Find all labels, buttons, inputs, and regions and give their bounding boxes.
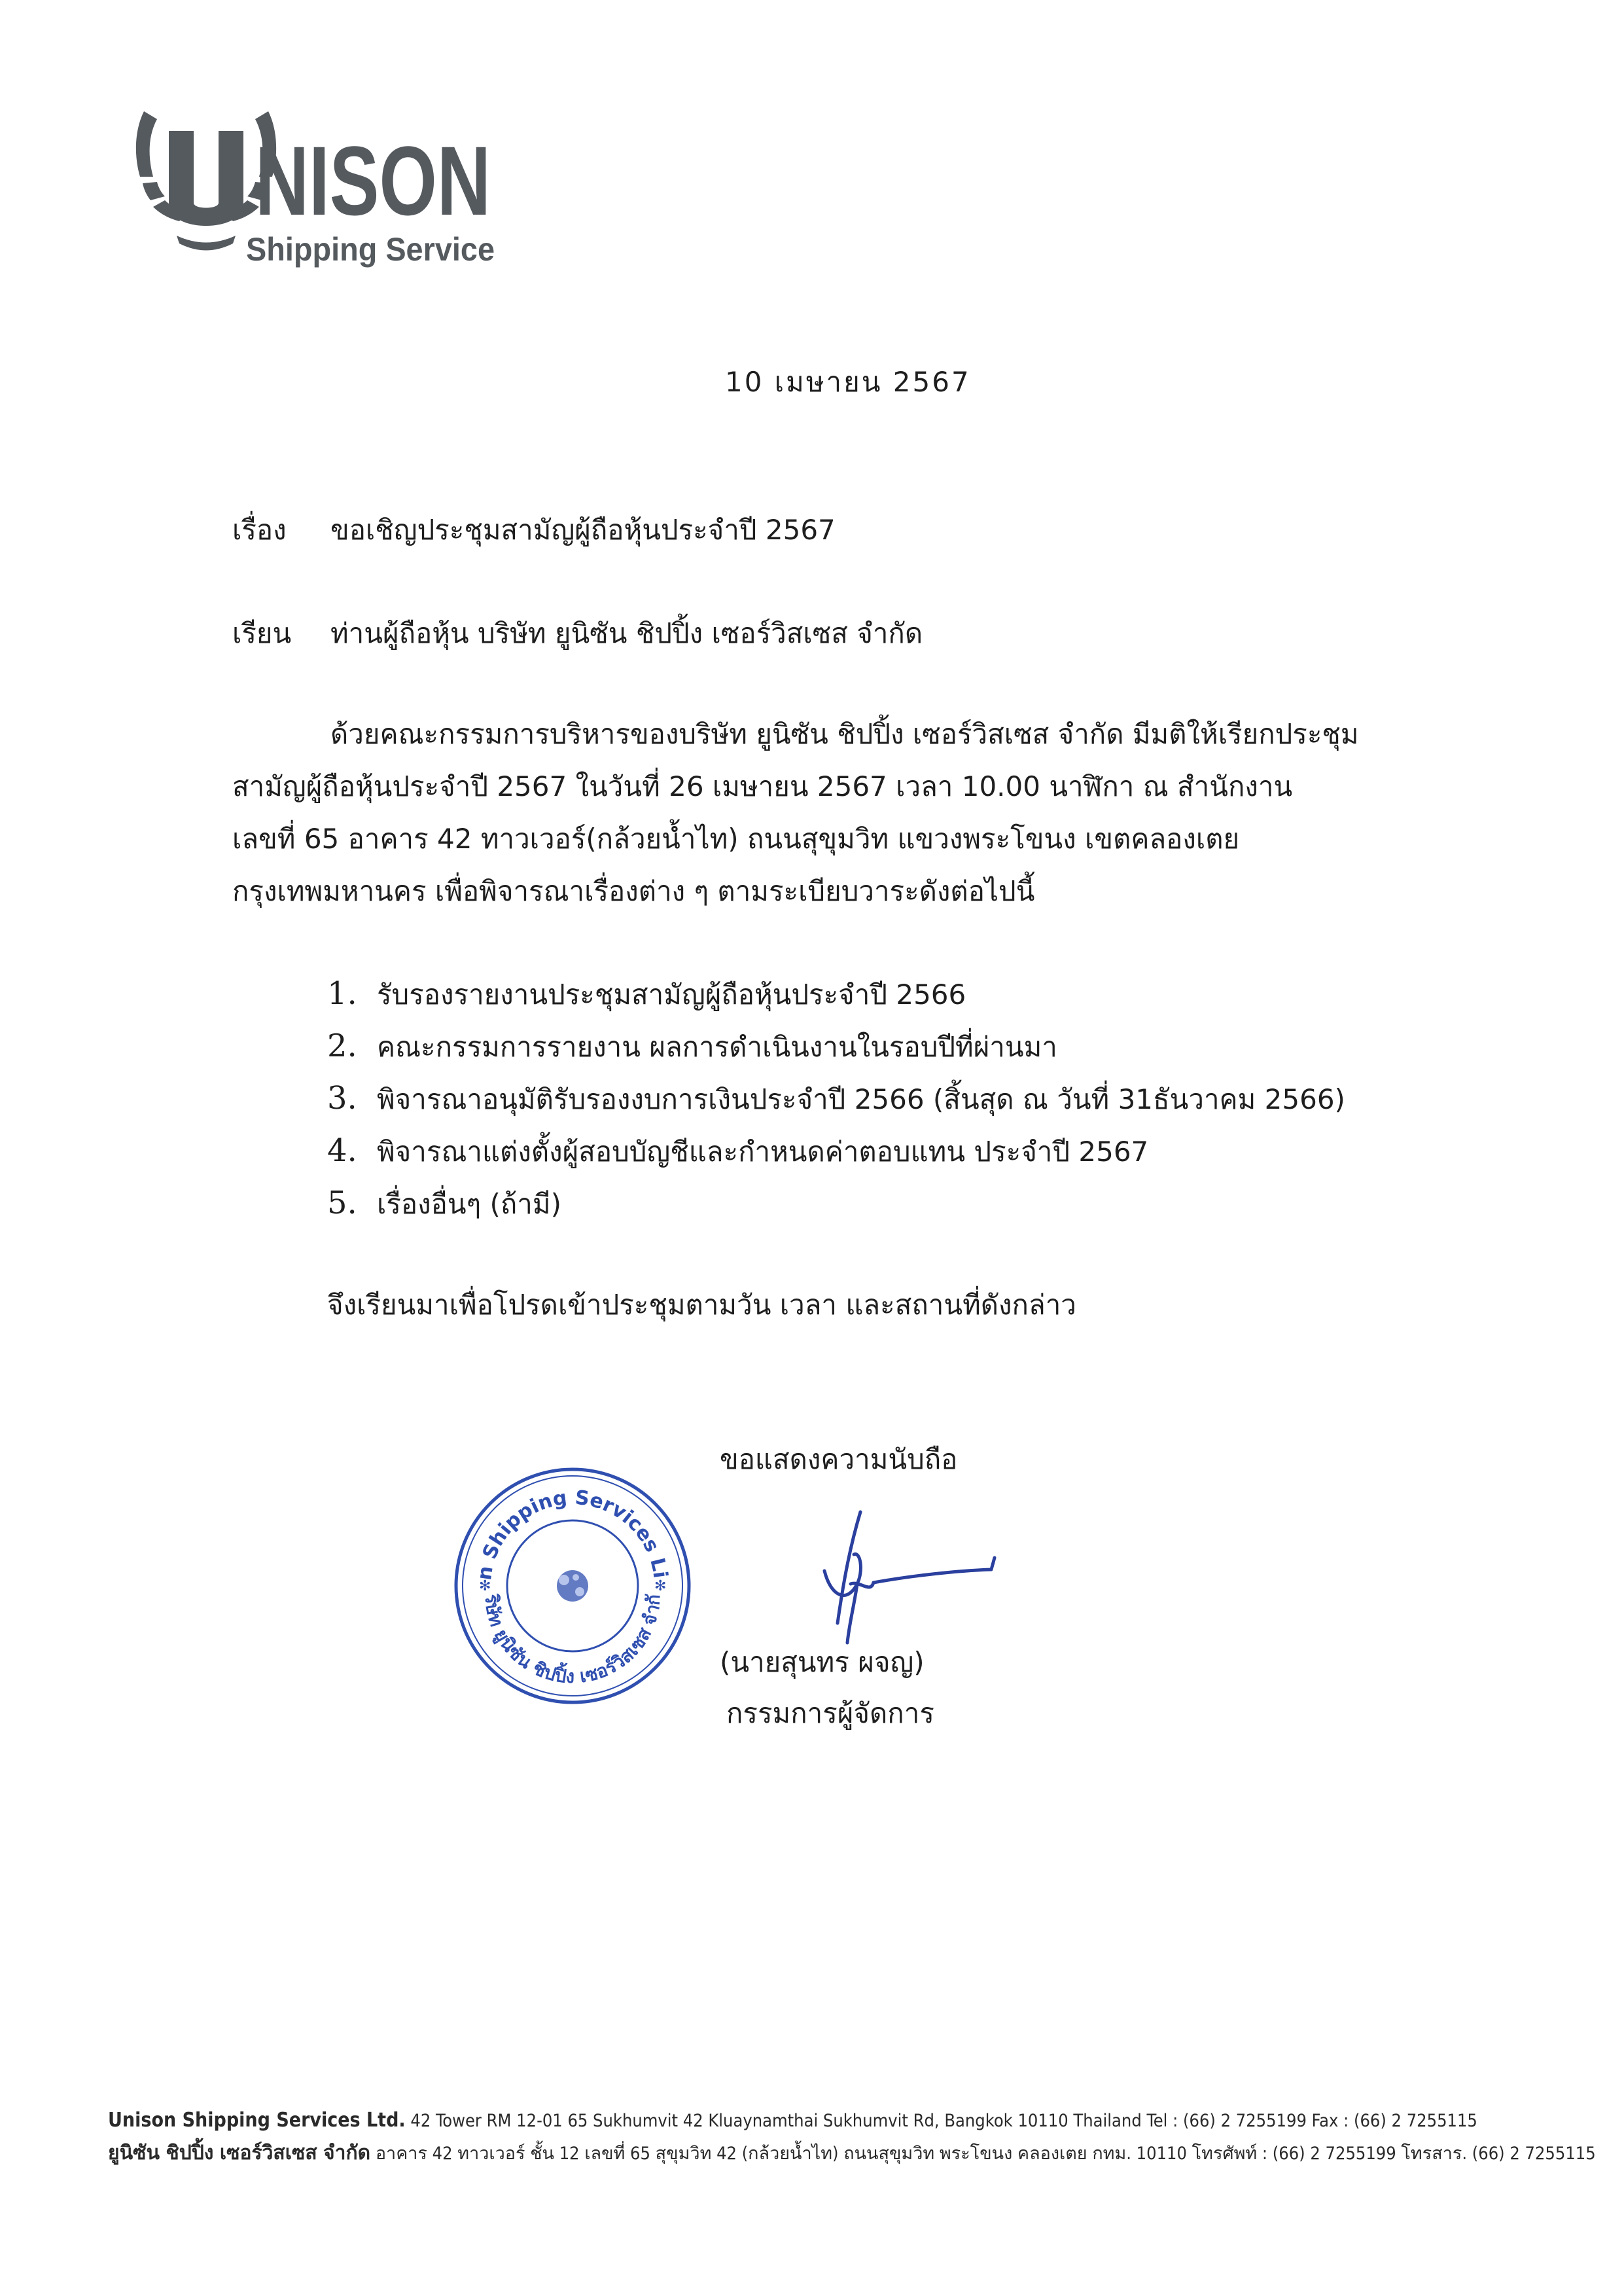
logo-brand-text: NISON (255, 126, 491, 236)
agenda-number: 2. (327, 1028, 357, 1064)
agenda-text: เรื่องอื่นๆ (ถ้ามี) (377, 1188, 561, 1220)
agenda-item (327, 975, 1345, 1028)
subject-label: เรื่อง (232, 514, 287, 546)
footer-thai-address (108, 2142, 1596, 2166)
seal-bottom-text: ริษัท ยูนิซัน ชิปปิ้ง เซอร์วิสเซส จำกั (480, 1593, 665, 1688)
salutation-text: ท่านผู้ถือหุ้น บริษัท ยูนิซัน ชิปปิ้ง เซอร์วิสเซส จำกัด (330, 617, 923, 649)
signer-title: กรรมการผู้จัดการ (726, 1697, 934, 1729)
footer-english-address (108, 2109, 1477, 2133)
seal-star-icon: ✻ (479, 1578, 491, 1594)
agenda-text: รับรองรายงานประชุมสามัญผู้ถือหุ้นประจำปี 2566 (377, 978, 966, 1011)
salutation-label: เรียน (232, 617, 292, 649)
agenda-number: 4. (327, 1132, 357, 1169)
logo-tagline-text: Shipping Service (246, 231, 495, 268)
body-paragraph (232, 716, 1397, 925)
agenda-text: พิจารณาอนุมัติรับรองงบการเงินประจำปี 2566 (สิ้นสุด ณ วันที่ 31ธันวาคม 2566) (377, 1083, 1345, 1115)
agenda-item (327, 1132, 1345, 1185)
agenda-number: 3. (327, 1080, 357, 1117)
footer-company-name-en: Unison Shipping Services Ltd. (108, 2109, 406, 2132)
seal-emblem-icon (557, 1570, 588, 1602)
seal-star-icon: ✻ (654, 1578, 667, 1594)
agenda-number: 1. (327, 975, 357, 1012)
paragraph-line: เลขที่ 65 อาคาร 42 ทาวเวอร์(กล้วยน้ำไท) ถนนสุขุมวิท แขวงพระโขนง เขตคลองเตย (232, 823, 1240, 855)
agenda-item (327, 1080, 1345, 1132)
company-seal (451, 1465, 694, 1707)
footer-address-th: อาคาร 42 ทาวเวอร์ ชั้น 12 เลขที่ 65 สุขุมวิท 42 (กล้วยน้ำไท) ถนนสุขุมวิท พระโขนง คลองเตย กทม. 10110 โทรศัพท์ : (66) 2 7255199 โทรสาร. (66) 2 7255115 (370, 2144, 1596, 2164)
paragraph-line: ด้วยคณะกรรมการบริหารของบริษัท ยูนิซัน ชิปปิ้ง เซอร์วิสเซส จำกัด มีมติให้เรียกประชุม (330, 718, 1359, 750)
regards-text: ขอแสดงความนับถือ (720, 1443, 958, 1475)
letter-date: 10 เมษายน 2567 (725, 366, 971, 398)
signer-name: (นายสุนทร ผจญ) (720, 1646, 925, 1678)
agenda-number: 5. (327, 1185, 357, 1221)
paragraph-line: สามัญผู้ถือหุ้นประจำปี 2567 ในวันที่ 26 เมษายน 2567 เวลา 10.00 นาฬิกา ณ สำนักงาน (232, 770, 1293, 802)
agenda-item (327, 1185, 1345, 1237)
company-logo (131, 105, 497, 275)
footer-address-en: 42 Tower RM 12-01 65 Sukhumvit 42 Kluaynamthai Sukhumvit Rd, Bangkok 10110 Thailand Tel : (66) 2 7255199 Fax : (66) 2 7255115 (405, 2111, 1477, 2131)
agenda-list (327, 975, 1345, 1237)
seal-top-text: n Shipping Services Li (473, 1486, 672, 1582)
paragraph-line: กรุงเทพมหานคร เพื่อพิจารณาเรื่องต่าง ๆ ตามระเบียบวาระดังต่อไปนี้ (232, 875, 1035, 907)
handwritten-signature (811, 1505, 1008, 1649)
closing-paragraph: จึงเรียนมาเพื่อโปรดเข้าประชุมตามวัน เวลา และสถานที่ดังกล่าว (327, 1289, 1076, 1321)
footer-company-name-th: ยูนิซัน ชิปปิ้ง เซอร์วิสเซส จำกัด (108, 2142, 371, 2164)
agenda-text: คณะกรรมการรายงาน ผลการดำเนินงานในรอบปีที่ผ่านมา (377, 1031, 1057, 1063)
agenda-text: พิจารณาแต่งตั้งผู้สอบบัญชีและกำหนดค่าตอบแทน ประจำปี 2567 (377, 1136, 1149, 1168)
agenda-item (327, 1028, 1345, 1080)
subject-text: ขอเชิญประชุมสามัญผู้ถือหุ้นประจำปี 2567 (330, 514, 836, 546)
